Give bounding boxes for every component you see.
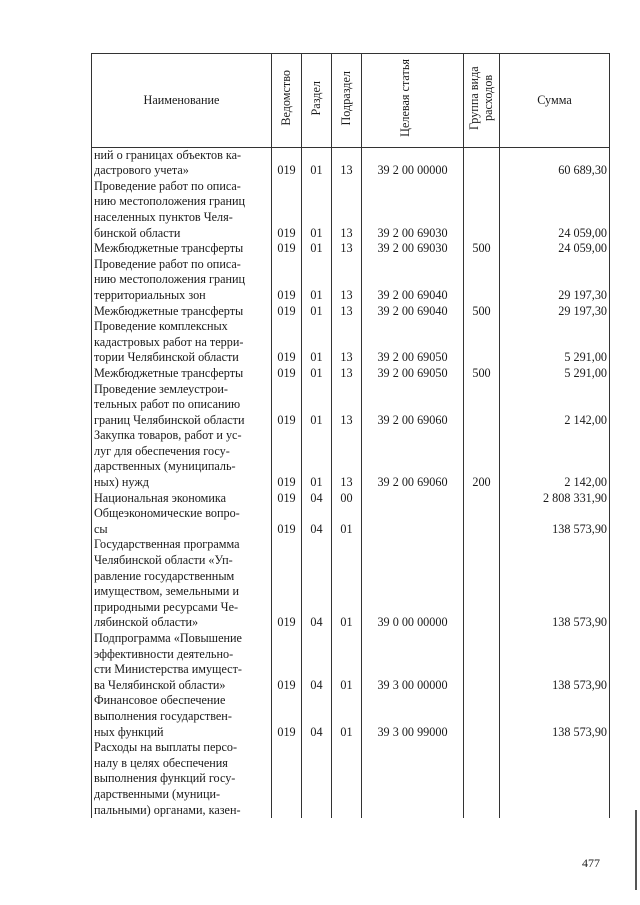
cell-target: 39 2 00 69050: [362, 319, 464, 366]
cell-subsection: 00: [332, 491, 362, 507]
cell-group: [464, 319, 500, 366]
cell-group: [464, 537, 500, 631]
cell-target: 39 2 00 69050: [362, 366, 464, 382]
table-row: [92, 319, 610, 366]
cell-group: 500: [464, 241, 500, 257]
table-row: [92, 491, 610, 507]
header-section: [302, 54, 332, 148]
header-sum-label: Сумма: [537, 92, 572, 107]
cell-target: 39 2 00 69060: [362, 428, 464, 490]
cell-name: Проведение работ по описа- нию местоположения границ населенных пунктов Челя- бинской области: [92, 179, 272, 241]
cell-group: [464, 740, 500, 818]
cell-sum: 5 291,00: [500, 366, 610, 382]
cell-group: 500: [464, 366, 500, 382]
header-group: [464, 54, 500, 148]
cell-subsection: 13: [332, 179, 362, 241]
cell-name: Межбюджетные трансферты: [92, 304, 272, 320]
cell-sum: 29 197,30: [500, 257, 610, 304]
table-row: [92, 179, 610, 241]
cell-sum: 60 689,30: [500, 147, 610, 179]
cell-section: [302, 740, 332, 818]
cell-sum: 138 573,90: [500, 506, 610, 537]
cell-subsection: 13: [332, 428, 362, 490]
cell-subsection: 13: [332, 382, 362, 429]
table-row: [92, 631, 610, 693]
cell-dept: 019: [272, 147, 302, 179]
cell-section: 01: [302, 319, 332, 366]
cell-target: 39 2 00 69040: [362, 257, 464, 304]
cell-section: 04: [302, 693, 332, 740]
header-section-label: Раздел: [308, 80, 323, 116]
cell-group: [464, 506, 500, 537]
page-number: 477: [582, 856, 600, 870]
cell-subsection: 01: [332, 693, 362, 740]
cell-sum: 138 573,90: [500, 537, 610, 631]
cell-name: Межбюджетные трансферты: [92, 366, 272, 382]
cell-group: [464, 382, 500, 429]
cell-name: Расходы на выплаты персо- налу в целях обеспечения выполнения функций госу- дарственными (муници- пальными) органами, казен-: [92, 740, 272, 818]
cell-target: 39 2 00 00000: [362, 147, 464, 179]
cell-subsection: 13: [332, 241, 362, 257]
header-group-label: Группа вида расходов: [466, 66, 495, 130]
cell-group: 200: [464, 428, 500, 490]
cell-target: 39 2 00 69030: [362, 241, 464, 257]
cell-dept: 019: [272, 257, 302, 304]
cell-group: 500: [464, 304, 500, 320]
table-row: [92, 506, 610, 537]
cell-subsection: 01: [332, 631, 362, 693]
cell-target: 39 2 00 69030: [362, 179, 464, 241]
budget-table: [91, 53, 610, 818]
cell-target: 39 3 00 99000: [362, 693, 464, 740]
cell-group: [464, 693, 500, 740]
header-target-label: Целевая статья: [397, 59, 412, 137]
table-row: [92, 241, 610, 257]
table-body: [92, 147, 610, 818]
cell-name: Проведение работ по описа- нию местоположения границ территориальных зон: [92, 257, 272, 304]
cell-target: 39 2 00 69040: [362, 304, 464, 320]
cell-name: Подпрограмма «Повышение эффективности деятельно- сти Министерства имущест- ва Челябинской области»: [92, 631, 272, 693]
cell-section: 01: [302, 382, 332, 429]
cell-dept: 019: [272, 537, 302, 631]
cell-group: [464, 491, 500, 507]
cell-target: [362, 740, 464, 818]
table-row: [92, 147, 610, 179]
cell-dept: 019: [272, 382, 302, 429]
cell-group: [464, 147, 500, 179]
header-dept: [272, 54, 302, 148]
cell-name: ний о границах объектов ка- дастрового учета»: [92, 147, 272, 179]
cell-subsection: 13: [332, 147, 362, 179]
cell-sum: [500, 740, 610, 818]
header-name: [92, 54, 272, 148]
header-target: [362, 54, 464, 148]
cell-section: 01: [302, 428, 332, 490]
cell-group: [464, 257, 500, 304]
cell-dept: 019: [272, 631, 302, 693]
cell-sum: 2 142,00: [500, 428, 610, 490]
cell-name: Финансовое обеспечение выполнения государствен- ных функций: [92, 693, 272, 740]
cell-group: [464, 631, 500, 693]
cell-section: 04: [302, 631, 332, 693]
cell-subsection: [332, 740, 362, 818]
table-row: [92, 537, 610, 631]
cell-section: 04: [302, 506, 332, 537]
scan-edge-mark: [635, 810, 637, 890]
cell-section: 01: [302, 257, 332, 304]
table-row: [92, 304, 610, 320]
cell-section: 01: [302, 241, 332, 257]
cell-section: 01: [302, 147, 332, 179]
cell-name: Общеэкономические вопро- сы: [92, 506, 272, 537]
cell-subsection: 13: [332, 319, 362, 366]
cell-subsection: 13: [332, 366, 362, 382]
cell-subsection: 01: [332, 537, 362, 631]
cell-dept: 019: [272, 491, 302, 507]
cell-target: 39 0 00 00000: [362, 537, 464, 631]
header-sum: [500, 54, 610, 148]
cell-section: 04: [302, 537, 332, 631]
header-name-label: Наименование: [143, 92, 220, 107]
cell-sum: 138 573,90: [500, 693, 610, 740]
table-row: [92, 693, 610, 740]
cell-section: 01: [302, 304, 332, 320]
cell-target: [362, 491, 464, 507]
cell-section: 04: [302, 491, 332, 507]
cell-name: Проведение комплексных кадастровых работ на терри- тории Челябинской области: [92, 319, 272, 366]
cell-sum: 2 808 331,90: [500, 491, 610, 507]
table-header: [92, 54, 610, 148]
cell-dept: 019: [272, 319, 302, 366]
cell-dept: 019: [272, 428, 302, 490]
header-subsection: [332, 54, 362, 148]
cell-target: 39 2 00 69060: [362, 382, 464, 429]
cell-group: [464, 179, 500, 241]
cell-dept: 019: [272, 506, 302, 537]
table-row: [92, 257, 610, 304]
cell-subsection: 13: [332, 257, 362, 304]
cell-dept: 019: [272, 241, 302, 257]
cell-target: 39 3 00 00000: [362, 631, 464, 693]
cell-sum: 2 142,00: [500, 382, 610, 429]
cell-sum: 24 059,00: [500, 241, 610, 257]
table-row: [92, 382, 610, 429]
cell-name: Национальная экономика: [92, 491, 272, 507]
cell-sum: 5 291,00: [500, 319, 610, 366]
cell-section: 01: [302, 366, 332, 382]
cell-dept: [272, 740, 302, 818]
cell-name: Межбюджетные трансферты: [92, 241, 272, 257]
cell-section: 01: [302, 179, 332, 241]
cell-target: [362, 506, 464, 537]
cell-dept: 019: [272, 366, 302, 382]
cell-dept: 019: [272, 693, 302, 740]
cell-dept: 019: [272, 179, 302, 241]
header-subsection-label: Подраздел: [338, 70, 353, 126]
cell-name: Проведение землеустрои- тельных работ по описанию границ Челябинской области: [92, 382, 272, 429]
cell-sum: 24 059,00: [500, 179, 610, 241]
cell-dept: 019: [272, 304, 302, 320]
cell-sum: 138 573,90: [500, 631, 610, 693]
cell-subsection: 01: [332, 506, 362, 537]
header-dept-label: Ведомство: [278, 70, 293, 126]
table-row: [92, 740, 610, 818]
cell-name: Государственная программа Челябинской области «Уп- равление государственным имуществом, земельными и природными ресурсами Че- лябинской области»: [92, 537, 272, 631]
cell-name: Закупка товаров, работ и ус- луг для обеспечения госу- дарственных (муниципаль- ных) нужд: [92, 428, 272, 490]
cell-subsection: 13: [332, 304, 362, 320]
table-row: [92, 428, 610, 490]
table-row: [92, 366, 610, 382]
cell-sum: 29 197,30: [500, 304, 610, 320]
